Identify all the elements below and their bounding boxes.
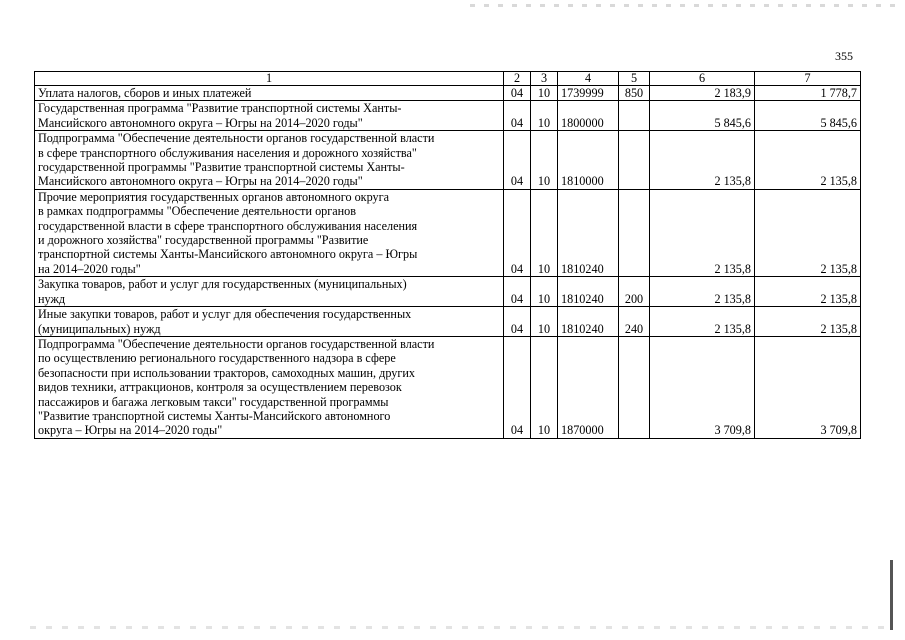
row-amount-year2: 5 845,6 <box>755 101 861 131</box>
row-target-article: 1739999 <box>558 86 619 101</box>
row-amount-year1: 2 183,9 <box>650 86 755 101</box>
row-amount-year1: 2 135,8 <box>650 131 755 190</box>
row-amount-year1: 2 135,8 <box>650 277 755 307</box>
row-amount-year2: 2 135,8 <box>755 131 861 190</box>
row-amount-year1: 2 135,8 <box>650 189 755 276</box>
row-name: Иные закупки товаров, работ и услуг для обеспечения государственных (муниципальных) нужд <box>35 307 504 337</box>
row-name: Уплата налогов, сборов и иных платежей <box>35 86 504 101</box>
col-header-7: 7 <box>755 72 861 86</box>
col-header-5: 5 <box>619 72 650 86</box>
row-target-article: 1810240 <box>558 189 619 276</box>
row-name: Подпрограмма "Обеспечение деятельности органов государственной власти по осуществлению регионального государственного надзора в сфере безопасности при использовании тракторов, самоходных машин, других видов техники, аттракционов, контроля за осуществлением перевозок пассажиров и багажа легковым такси" государственной программы "Развитие транспортной системы Ханты-Мансийского автономного округа – Югры на 2014–2020 годы" <box>35 336 504 438</box>
row-amount-year2: 2 135,8 <box>755 277 861 307</box>
scan-artifact-bottom <box>30 626 890 629</box>
row-amount-year1: 3 709,8 <box>650 336 755 438</box>
row-expense-type <box>619 101 650 131</box>
row-amount-year1: 2 135,8 <box>650 307 755 337</box>
row-target-article: 1810240 <box>558 277 619 307</box>
row-name: Подпрограмма "Обеспечение деятельности органов государственной власти в сфере транспортного обслуживания населения и дорожного хозяйства" государственной программы "Развитие транспортной системы Ханты- Мансийского автономного округа – Югры на 2014–2020 годы" <box>35 131 504 190</box>
col-header-3: 3 <box>531 72 558 86</box>
table-row <box>35 189 861 276</box>
row-subsection: 10 <box>531 307 558 337</box>
row-expense-type: 240 <box>619 307 650 337</box>
header-row <box>35 72 861 86</box>
row-target-article: 1810240 <box>558 307 619 337</box>
row-section: 04 <box>504 131 531 190</box>
row-section: 04 <box>504 307 531 337</box>
row-amount-year2: 2 135,8 <box>755 307 861 337</box>
row-target-article: 1870000 <box>558 336 619 438</box>
row-subsection: 10 <box>531 277 558 307</box>
row-name: Прочие мероприятия государственных органов автономного округа в рамках подпрограммы "Обеспечение деятельности органов государственной власти в сфере транспортного обслуживания населения и дорожного хозяйства" государственной программы "Развитие транспортной системы Ханты-Мансийского автономного округа – Югры на 2014–2020 годы" <box>35 189 504 276</box>
scan-artifact-top <box>470 4 900 7</box>
col-header-1: 1 <box>35 72 504 86</box>
row-target-article: 1800000 <box>558 101 619 131</box>
row-subsection: 10 <box>531 86 558 101</box>
row-name: Закупка товаров, работ и услуг для государственных (муниципальных) нужд <box>35 277 504 307</box>
scan-artifact-right <box>890 560 893 630</box>
table-row <box>35 101 861 131</box>
row-expense-type <box>619 336 650 438</box>
table-row <box>35 131 861 190</box>
row-subsection: 10 <box>531 131 558 190</box>
row-section: 04 <box>504 277 531 307</box>
table-row <box>35 277 861 307</box>
row-subsection: 10 <box>531 101 558 131</box>
row-amount-year2: 1 778,7 <box>755 86 861 101</box>
row-expense-type <box>619 189 650 276</box>
row-amount-year1: 5 845,6 <box>650 101 755 131</box>
col-header-4: 4 <box>558 72 619 86</box>
row-expense-type: 850 <box>619 86 650 101</box>
row-subsection: 10 <box>531 336 558 438</box>
row-amount-year2: 3 709,8 <box>755 336 861 438</box>
row-amount-year2: 2 135,8 <box>755 189 861 276</box>
row-section: 04 <box>504 189 531 276</box>
row-expense-type: 200 <box>619 277 650 307</box>
row-section: 04 <box>504 101 531 131</box>
col-header-6: 6 <box>650 72 755 86</box>
page-number: 355 <box>835 49 853 63</box>
row-name: Государственная программа "Развитие транспортной системы Ханты- Мансийского автономного округа – Югры на 2014–2020 годы" <box>35 101 504 131</box>
table-row <box>35 86 861 101</box>
row-section: 04 <box>504 86 531 101</box>
row-subsection: 10 <box>531 189 558 276</box>
col-header-2: 2 <box>504 72 531 86</box>
row-section: 04 <box>504 336 531 438</box>
table-row <box>35 307 861 337</box>
budget-table <box>34 71 861 439</box>
table-row <box>35 336 861 438</box>
row-target-article: 1810000 <box>558 131 619 190</box>
row-expense-type <box>619 131 650 190</box>
